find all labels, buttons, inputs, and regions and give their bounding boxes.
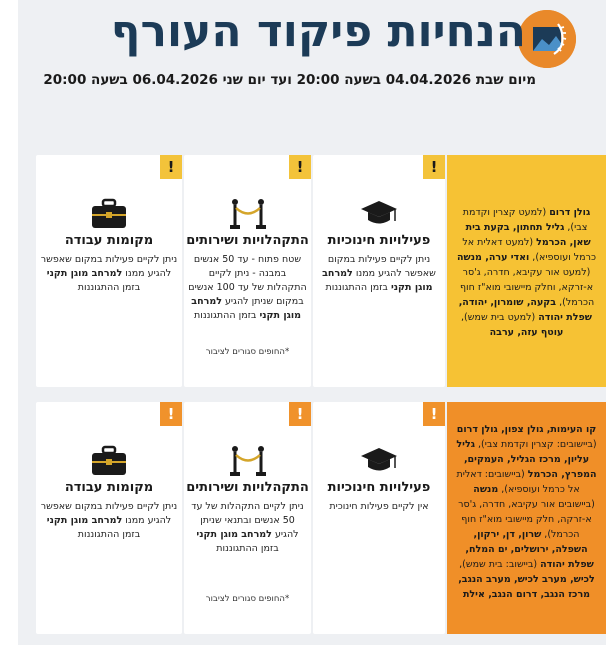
briefcase-icon bbox=[89, 197, 129, 231]
bold-text-run: גולן דרום bbox=[549, 207, 591, 218]
card-note: *החופים סגורים לציבור bbox=[205, 594, 290, 604]
card-educational-activities bbox=[313, 402, 445, 634]
validity-period: מיום שבת 04.04.2026 בשעה 20:00 ועד יום שני 06.04.2026 בשעה 20:00 bbox=[43, 72, 536, 88]
warning-badge: ! bbox=[423, 402, 445, 426]
card-title: פעילויות חינוכיות bbox=[327, 480, 431, 495]
warning-badge: ! bbox=[160, 402, 182, 426]
warning-badge: ! bbox=[289, 402, 311, 426]
text-run: (ביישובים: דאלית אל כרמל ועוספיא), bbox=[456, 469, 580, 495]
bold-text-run: למרחב מוגן תקני bbox=[46, 268, 123, 279]
text-run: (ביישוב: בית שמש), bbox=[459, 559, 541, 570]
text-run: אין לקיים פעילות חינוכית bbox=[329, 501, 429, 512]
card-body bbox=[317, 253, 441, 295]
bold-text-run: למרחב מוגן תקני bbox=[196, 529, 272, 540]
text-run: ניתן לקיים התקהלות של עד 50 אנשים ובתנאי שניתן להגיע bbox=[191, 501, 304, 540]
warning-badge: ! bbox=[289, 155, 311, 179]
bold-text-run: לכיש, מערב לכיש, מערב הנגב, מרכז הנגב, דרום הנגב, אילת bbox=[458, 574, 595, 600]
card-body bbox=[40, 253, 178, 295]
card-gatherings-services bbox=[184, 155, 311, 387]
warning-badge: ! bbox=[423, 155, 445, 179]
text-run: (למעט אור עקיבא, חדרה, ג'סר א-זרקא, וחלק מיישובי מוא"ז חוף הכרמל), bbox=[459, 267, 595, 308]
text-run: שטח פתוח - עד 50 אנשים במבנה - ניתן לקיים התקהלות של עד 100 אנשים במקום שניתן להגיע bbox=[188, 254, 307, 307]
text-run: בזמן ההתגוננות bbox=[77, 282, 141, 293]
text-run: (ביישובים אור עקיבא, חדרה, ג'סר א-זרקה, חלק מיישובי מוא"ז חוף הכרמל), bbox=[458, 499, 595, 540]
text-run: (למעט בית שמש), bbox=[461, 312, 539, 323]
card-title: התקהלויות ושירותים bbox=[186, 233, 309, 248]
graduation-cap-icon bbox=[359, 444, 399, 478]
bold-text-run: שרון, דן, ירקון, השפלה, ירושלים, ים המלח, שפלת יהודה bbox=[465, 529, 594, 570]
zone-text-row-1 bbox=[447, 155, 606, 387]
zone-text-row-2 bbox=[447, 402, 606, 634]
card-workplaces bbox=[36, 155, 182, 387]
page-title: הנחיות פיקוד העורף bbox=[110, 6, 526, 57]
card-note: *החופים סגורים לציבור bbox=[205, 347, 290, 357]
bold-text-run: בקעה, שומרון, יהודה, שפלת יהודה bbox=[458, 297, 592, 323]
card-educational-activities bbox=[313, 155, 445, 387]
home-front-command-logo bbox=[518, 10, 576, 68]
bold-text-run: גליל עליון, מרכז הגליל, העמקים, המפרץ, הכרמל bbox=[456, 439, 597, 480]
infographic bbox=[18, 0, 606, 645]
bold-text-run: גליל תחתון, בקעת בית שאן, הכרמל bbox=[465, 222, 591, 248]
card-title: מקומות עבודה bbox=[64, 480, 154, 495]
card-gatherings-services bbox=[184, 402, 311, 634]
stanchions-icon bbox=[228, 444, 268, 478]
text-run: בזמן ההתגוננות bbox=[216, 543, 279, 554]
guidelines-row-1 bbox=[36, 155, 445, 387]
text-run: ניתן לקיים פעילות במקום שאפשר להגיע ממנו bbox=[40, 254, 178, 279]
bold-text-run: קו העימות, גולן צפון, גולן דרום bbox=[456, 424, 597, 435]
bold-text-run: מנשה bbox=[473, 484, 499, 495]
bold-text-run: ואדי ערה, מנשה bbox=[457, 252, 530, 263]
card-body bbox=[40, 500, 178, 542]
bold-text-run: למרחב מוגן תקני bbox=[46, 515, 123, 526]
text-run: (למעט דאלית אל כרמל ועוספיא), bbox=[462, 237, 596, 263]
text-run: בזמן ההתגוננות bbox=[193, 310, 260, 321]
card-body bbox=[188, 253, 307, 323]
card-title: מקומות עבודה bbox=[64, 233, 154, 248]
warning-badge: ! bbox=[160, 155, 182, 179]
text-run: (למעט קצרין וקדמת צבי), bbox=[462, 207, 588, 233]
card-body bbox=[317, 500, 441, 514]
bold-text-run: למרחב מוגן תקני bbox=[322, 268, 433, 293]
card-body bbox=[188, 500, 307, 556]
text-run: ניתן לקיים פעילות במקום שאפשר להגיע ממנו bbox=[40, 501, 178, 526]
header bbox=[18, 0, 606, 145]
text-run: בזמן ההתגוננות bbox=[77, 529, 141, 540]
bold-text-run: למרחב מוגן תקני bbox=[191, 296, 301, 321]
graduation-cap-icon bbox=[359, 197, 399, 231]
guidelines-row-2 bbox=[36, 402, 445, 634]
text-run: בזמן ההתגוננות bbox=[325, 282, 391, 293]
briefcase-icon bbox=[89, 444, 129, 478]
bold-text-run: עוטף עזה, ערבה bbox=[489, 327, 564, 338]
card-workplaces bbox=[36, 402, 182, 634]
logo-emblem-icon bbox=[518, 10, 576, 68]
card-title: התקהלויות ושירותים bbox=[186, 480, 309, 495]
stanchions-icon bbox=[228, 197, 268, 231]
card-title: פעילויות חינוכיות bbox=[327, 233, 431, 248]
text-run: (ביישובים: קצרין וקדמת צבי), bbox=[474, 439, 597, 450]
text-run: ניתן לקיים פעילות במקום שאפשר להגיע ממנו bbox=[327, 254, 436, 279]
